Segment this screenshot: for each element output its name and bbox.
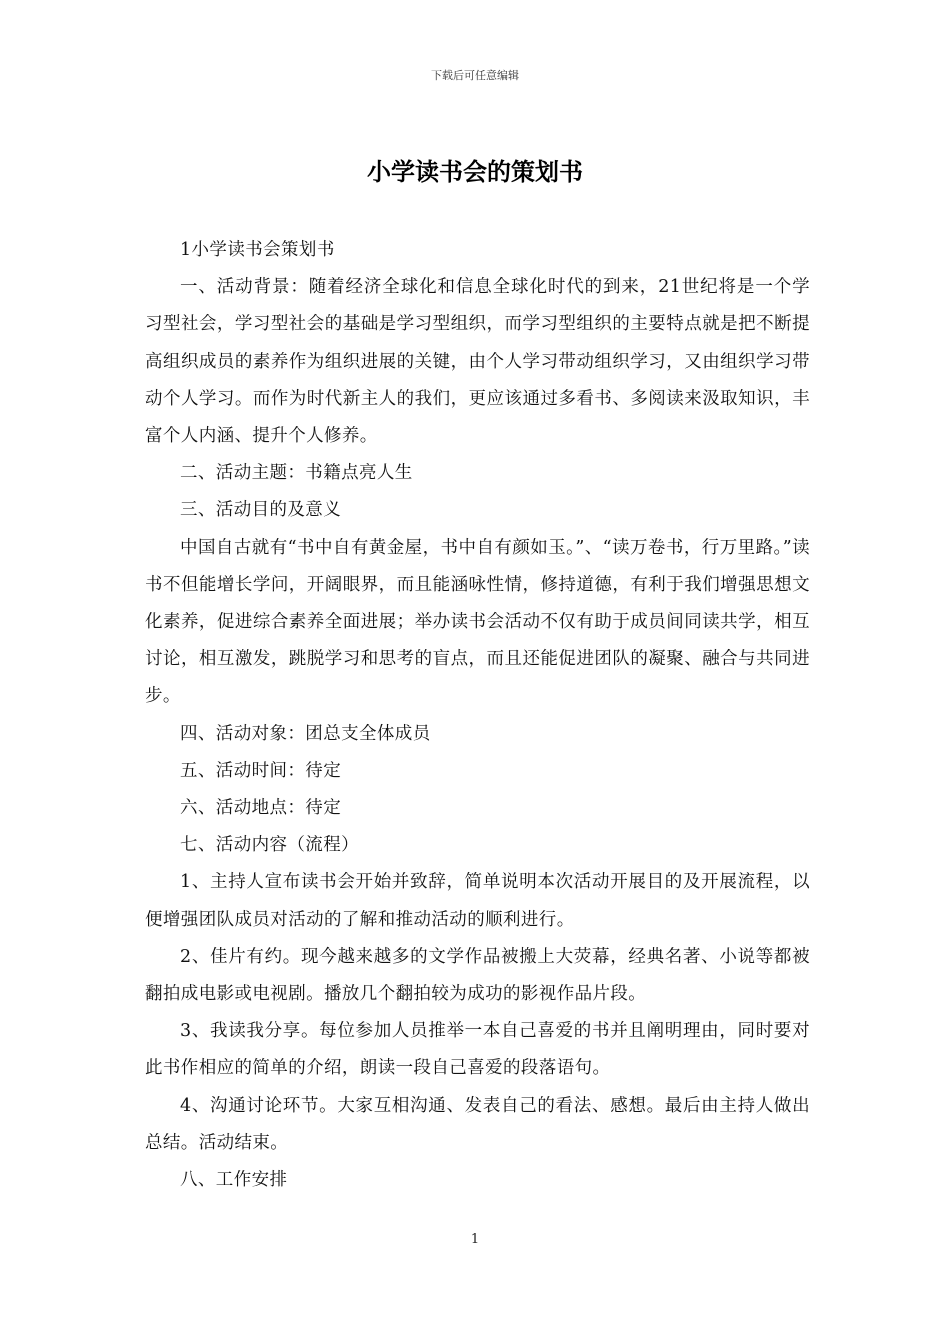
paragraph-step-2: 2、佳片有约。现今越来越多的文学作品被搬上大荧幕，经典名著、小说等都被翻拍成电影或电视剧。播放几个翻拍较为成功的影视作品片段。 [145, 946, 810, 1005]
document-body [145, 232, 810, 1199]
paragraph-time: 五、活动时间：待定 [180, 760, 342, 781]
paragraph-work-arrangement: 八、工作安排 [180, 1170, 288, 1191]
page-number: 1 [470, 1232, 480, 1247]
paragraph-location: 六、活动地点：待定 [180, 798, 342, 819]
paragraph-subtitle: 1小学读书会策划书 [180, 240, 335, 260]
paragraph-background: 一、活动背景：随着经济全球化和信息全球化时代的到来，21世纪将是一个学习型社会，学习型社会的基础是学习型组织，而学习型组织的主要特点就是把不断提高组织成员的素养作为组织进展的关键，由个人学习带动组织学习，又由组织学习带动个人学习。而作为时代新主人的我们，更应该通过多看书、多阅读来汲取知识，丰富个人内涵、提升个人修养。 [145, 277, 810, 447]
paragraph-step-1: 1、主持人宣布读书会开始并致辞，简单说明本次活动开展目的及开展流程，以便增强团队成员对活动的了解和推动活动的顺利进行。 [145, 872, 810, 930]
paragraph-purpose: 中国自古就有“书中自有黄金屋，书中自有颜如玉。”、“读万卷书，行万里路。”读书不但能增长学问，开阔眼界，而且能涵咏性情，修持道德，有利于我们增强思想文化素养，促进综合素养全面进展；举办读书会活动不仅有助于成员间同读共学，相互讨论，相互激发，跳脱学习和思考的盲点，而且还能促进团队的凝聚、融合与共同进步。 [145, 537, 810, 707]
paragraph-audience: 四、活动对象：团总支全体成员 [180, 723, 431, 744]
paragraph-content-heading: 七、活动内容（流程） [180, 835, 359, 856]
paragraph-step-4: 4、沟通讨论环节。大家互相沟通、发表自己的看法、感想。最后由主持人做出总结。活动结束。 [145, 1095, 810, 1153]
paragraph-theme: 二、活动主题：书籍点亮人生 [180, 463, 413, 484]
document-title: 小学读书会的策划书 [367, 157, 583, 186]
paragraph-purpose-heading: 三、活动目的及意义 [180, 500, 342, 521]
paragraph-step-3: 3、我读我分享。每位参加人员推举一本自己喜爱的书并且阐明理由，同时要对此书作相应的简单的介绍，朗读一段自己喜爱的段落语句。 [145, 1021, 810, 1079]
header-note: 下载后可任意编辑 [431, 69, 519, 82]
